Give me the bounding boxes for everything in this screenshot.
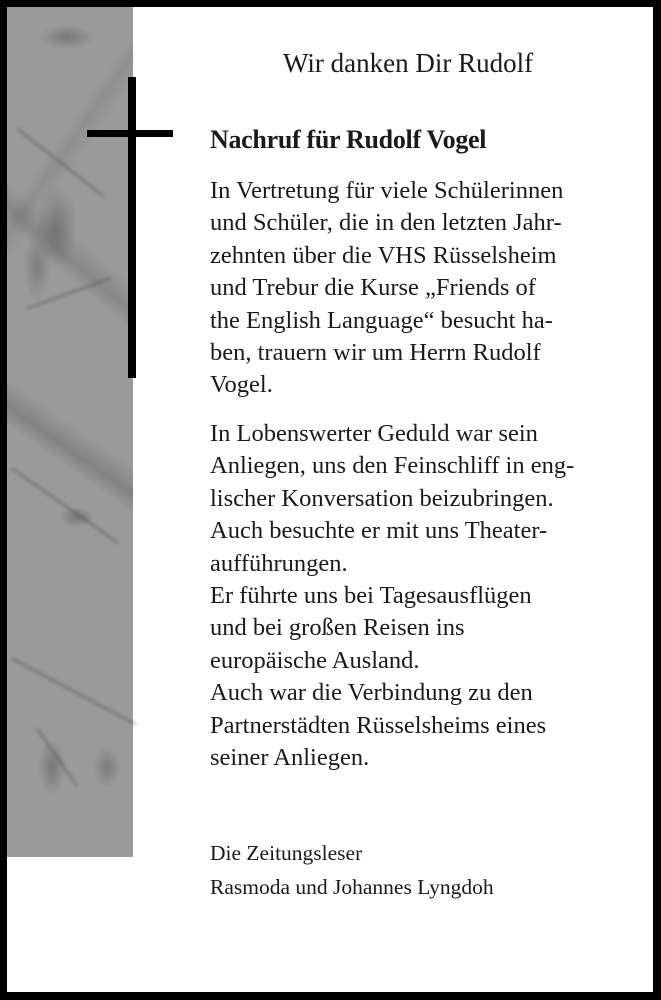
tagline: Wir danken Dir Rudolf bbox=[283, 48, 534, 78]
paragraph-memories bbox=[210, 418, 574, 774]
text-line: In Vertretung für viele Schülerinnen bbox=[210, 177, 564, 204]
text-line: Auch war die Verbindung zu den bbox=[210, 679, 533, 707]
text-line: seiner Anliegen. bbox=[210, 744, 370, 772]
text-line: aufführungen. bbox=[210, 549, 348, 577]
text-line: Partnerstädten Rüsselsheims eines bbox=[210, 711, 547, 739]
cross-icon-crossbar bbox=[87, 130, 173, 137]
text-line: lischer Konversation beizubringen. bbox=[210, 484, 554, 512]
text-line: Er führte uns bei Tagesausflügen bbox=[210, 582, 532, 610]
signature-group: Die Zeitungsleser bbox=[210, 841, 363, 865]
marble-vein bbox=[11, 467, 119, 544]
cross-icon bbox=[128, 77, 136, 378]
text-line: In Lobenswerter Geduld war sein bbox=[210, 420, 538, 447]
text-line: zehnten über die VHS Rüsselsheim bbox=[210, 241, 557, 269]
text-line: und Schüler, die in den letzten Jahr- bbox=[210, 209, 562, 237]
text-line: und bei großen Reisen ins bbox=[210, 614, 465, 642]
obituary-notice bbox=[7, 7, 653, 992]
text-line: ben, trauern wir um Herrn Rudolf bbox=[210, 339, 541, 367]
text-line: the English Language“ besucht ha- bbox=[210, 306, 553, 334]
marble-vein bbox=[26, 276, 112, 310]
marble-vein bbox=[16, 127, 105, 197]
headline: Nachruf für Rudolf Vogel bbox=[210, 125, 487, 154]
signature-names: Rasmoda und Johannes Lyngdoh bbox=[210, 875, 494, 899]
text-line: und Trebur die Kurse „Friends of bbox=[210, 274, 536, 302]
text-line: Vogel. bbox=[210, 371, 273, 399]
paragraph-tribute bbox=[210, 175, 563, 402]
marble-vein bbox=[11, 657, 136, 725]
text-line: europäische Ausland. bbox=[210, 646, 420, 674]
marble-vein bbox=[36, 728, 79, 787]
text-line: Anliegen, uns den Feinschliff in eng- bbox=[210, 452, 575, 480]
text-line: Auch besuchte er mit uns Theater- bbox=[210, 517, 548, 545]
